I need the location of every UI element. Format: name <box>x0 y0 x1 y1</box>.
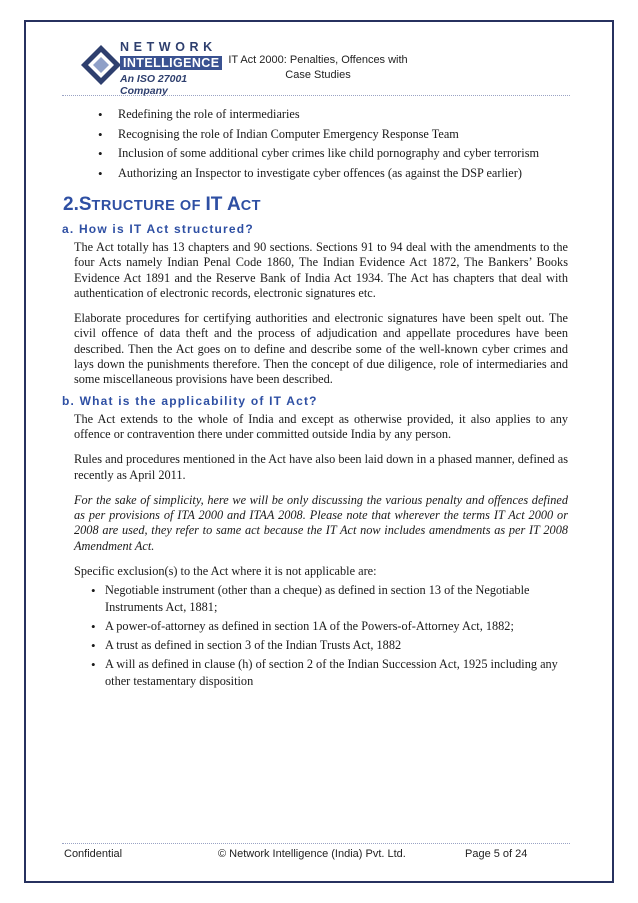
exclusion-intro: Specific exclusion(s) to the Act where it is not applicable are: <box>74 564 377 579</box>
exclusion-list <box>62 582 568 690</box>
list-item: • Redefining the role of intermediaries <box>62 106 568 124</box>
logo-text-iso: An ISO 27001 Company <box>120 73 188 97</box>
footer-page-number: Page 5 of 24 <box>465 848 528 860</box>
list-item: • A trust as defined in section 3 of the Indian Trusts Act, 1882 <box>62 637 568 654</box>
paragraph: The Act totally has 13 chapters and 90 sections. Sections 91 to 94 deal with the amendments to the four Acts namely Indian Penal Code 1860, The Indian Evidence Act 1872, The Bankers’ Books Evidence Act 1891 and the Reserve Bank of India Act 1934. The Act has chapters that deal with authentication of electronic records, electronic signatures etc. <box>74 240 568 300</box>
list-item: • A will as defined in clause (h) of section 2 of the Indian Succession Act, 1925 including any other testamentary disposition <box>62 656 568 690</box>
section-title-part: TRUCTURE OF <box>91 198 206 214</box>
document-title <box>218 53 418 83</box>
paragraph: Elaborate procedures for certifying authorities and electronic signatures have been spelt out. The civil offence of data theft and the process of adjudication and appellate procedures have been described. Then the Act goes on to define and describe some of the well-known cyber crimes and lays down the punishments therefore. Then the concept of due diligence, role of intermediaries and some miscellaneous provisions have been described. <box>74 311 568 387</box>
list-item: • Recognising the role of Indian Computer Emergency Response Team <box>62 126 568 144</box>
section-title-act-rest: CT <box>240 198 262 214</box>
logo-text-network: NETWORK <box>120 40 217 54</box>
subsection-b-heading: b. What is the applicability of IT Act? <box>62 393 318 408</box>
section-heading <box>63 194 568 216</box>
list-item: • Inclusion of some additional cyber crimes like child pornography and cyber terrorism <box>62 145 568 163</box>
intro-bullet-list <box>62 106 568 182</box>
footer-confidential: Confidential <box>64 848 123 860</box>
section-number: 2. <box>63 194 79 215</box>
list-item: • Negotiable instrument (other than a cheque) as defined in section 13 of the Negotiable Instruments Act, 1881; <box>62 582 568 616</box>
section-title-act-initial: A <box>226 194 241 215</box>
document-title-line2: Case Studies <box>285 69 351 81</box>
header-divider <box>62 95 570 96</box>
logo-diamond-icon <box>80 44 122 86</box>
subsection-a-heading: a. How is IT Act structured? <box>62 222 254 236</box>
list-item: • A power-of-attorney as defined in section 1A of the Powers-of-Attorney Act, 1882; <box>62 618 568 635</box>
section-title-initial: S <box>78 194 92 215</box>
document-title-line1: IT Act 2000: Penalties, Offences with <box>228 54 408 66</box>
logo-text-intelligence: INTELLIGENCE <box>120 56 222 70</box>
list-item: • Authorizing an Inspector to investigate cyber offences (as against the DSP earlier) <box>62 165 568 183</box>
footer-copyright: © Network Intelligence (India) Pvt. Ltd. <box>218 848 406 860</box>
company-logo <box>80 40 230 100</box>
section-title-it: IT <box>205 194 227 215</box>
paragraph: The Act extends to the whole of India and except as otherwise provided, it also applies to any offence or contravention there under committed outside India by any person. <box>74 411 568 441</box>
paragraph: Rules and procedures mentioned in the Act have also been laid down in a phased manner, defined as recently as April 2011. <box>74 452 568 482</box>
footer-divider <box>62 843 570 844</box>
italic-note: For the sake of simplicity, here we will be only discussing the various penalty and offences defined as per provisions of ITA 2000 and ITAA 2008. Please note that wherever the terms IT Act 2000 or 2008 are used, they refer to same act because the IT Act now includes amendments as per IT 2008 Amendment Act. <box>74 492 568 553</box>
page-content <box>62 106 568 692</box>
